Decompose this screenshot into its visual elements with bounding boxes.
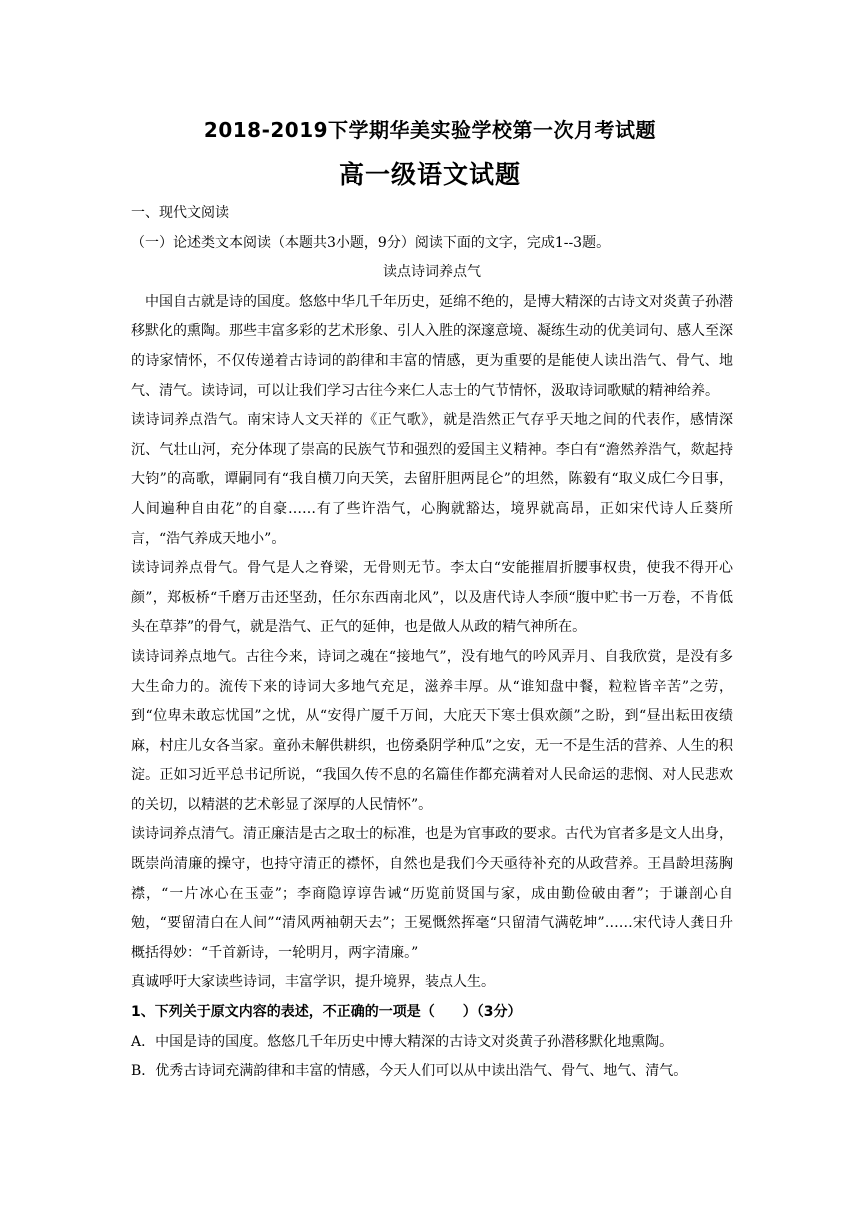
question-option-a: A．中国是诗的国度。悠悠几千年历史中博大精深的古诗文对炎黄子孙潜移默化地熏陶。 <box>131 1033 674 1050</box>
article-paragraph: 真诚呼吁大家读些诗词，丰富学识，提升境界，装点人生。 <box>131 974 495 991</box>
document-body <box>131 199 733 1087</box>
article-paragraph: 读诗词养点清气。清正廉洁是古之取士的标准，也是为官事政的要求。古代为官者多是文人出身，既崇尚清廉的操守，也持守清正的襟怀，自然也是我们今天亟待补充的从政营养。王昌龄坦荡胸襟，“一片冰心在玉壶”；李商隐谆谆告诫“历览前贤国与家，成由勤俭破由奢”；于谦剖心自勉，“要留清白在人间”“清风两袖朝天去”；王冕慨然挥毫“只留清气满乾坤”……宋代诗人龚日升概括得妙：“千首新诗，一轮明月，两字清廉。” <box>131 826 733 961</box>
subject-title: 高一级语文试题 <box>338 160 521 189</box>
section-heading: 一、现代文阅读 <box>131 205 229 221</box>
article-title: 读点诗词养点气 <box>383 264 481 281</box>
question-option-b: B．优秀古诗词充满韵律和丰富的情感，今天人们可以从中读出浩气、骨气、地气、清气。 <box>131 1063 688 1080</box>
article-paragraph: 读诗词养点地气。古往今来，诗词之魂在“接地气”，没有地气的吟风弄月、自我欣赏，是没有多大生命力的。流传下来的诗词大多地气充足，滋养丰厚。从“谁知盘中餐，粒粒皆辛苦”之劳，到“位卑未敢忘忧国”之忧，从“安得广厦千万间，大庇天下寒士俱欢颜”之盼，到“昼出耘田夜绩麻，村庄儿女各当家。童孙未解供耕织，也傍桑阴学种瓜”之安，无一不是生活的营养、人生的积淀。正如习近平总书记所说，“我国久传不息的名篇佳作都充满着对人民命运的悲悯、对人民悲欢的关切，以精湛的艺术彰显了深厚的人民情怀”。 <box>131 648 733 813</box>
article-paragraph: 读诗词养点浩气。南宋诗人文天祥的《正气歌》，就是浩然正气存乎天地之间的代表作，感情深沉、气壮山河，充分体现了崇高的民族气节和强烈的爱国主义精神。李白有“澹然养浩气，欻起持大钧”的高歌，谭嗣同有“我自横刀向天笑，去留肝胆两昆仑”的坦然，陈毅有“取义成仁今日事，人间遍种自由花”的自豪……有了些许浩气，心胸就豁达，境界就高昂，正如宋代诗人丘葵所言，“浩气养成天地小”。 <box>131 412 733 547</box>
question-stem: 1、下列关于原文内容的表述，不正确的一项是（ ）（3分） <box>131 1004 522 1021</box>
section-subheading: （一）论述类文本阅读（本题共3小题，9分）阅读下面的文字，完成1--3题。 <box>131 234 611 251</box>
article-paragraph: 读诗词养点骨气。骨气是人之脊梁，无骨则无节。李太白“安能摧眉折腰事权贵，使我不得开心颜”，郑板桥“千磨万击还坚劲，任尔东西南北风”，以及唐代诗人李颀“腹中贮书一万卷，不肯低头在草莽”的骨气，就是浩气、正气的延伸，也是做人从政的精气神所在。 <box>131 560 733 636</box>
exam-title: 2018-2019下学期华美实验学校第一次月考试题 <box>203 118 657 142</box>
article-paragraph: 中国自古就是诗的国度。悠悠中华几千年历史，延绵不绝的，是博大精深的古诗文对炎黄子孙潜移默化的熏陶。那些丰富多彩的艺术形象、引人入胜的深邃意境、凝练生动的优美词句、感人至深的诗家情怀，不仅传递着古诗词的韵律和丰富的情感，更为重要的是能使人读出浩气、骨气、地气、清气。读诗词，可以让我们学习古往今来仁人志士的气节情怀，汲取诗词歌赋的精神给养。 <box>131 293 733 399</box>
